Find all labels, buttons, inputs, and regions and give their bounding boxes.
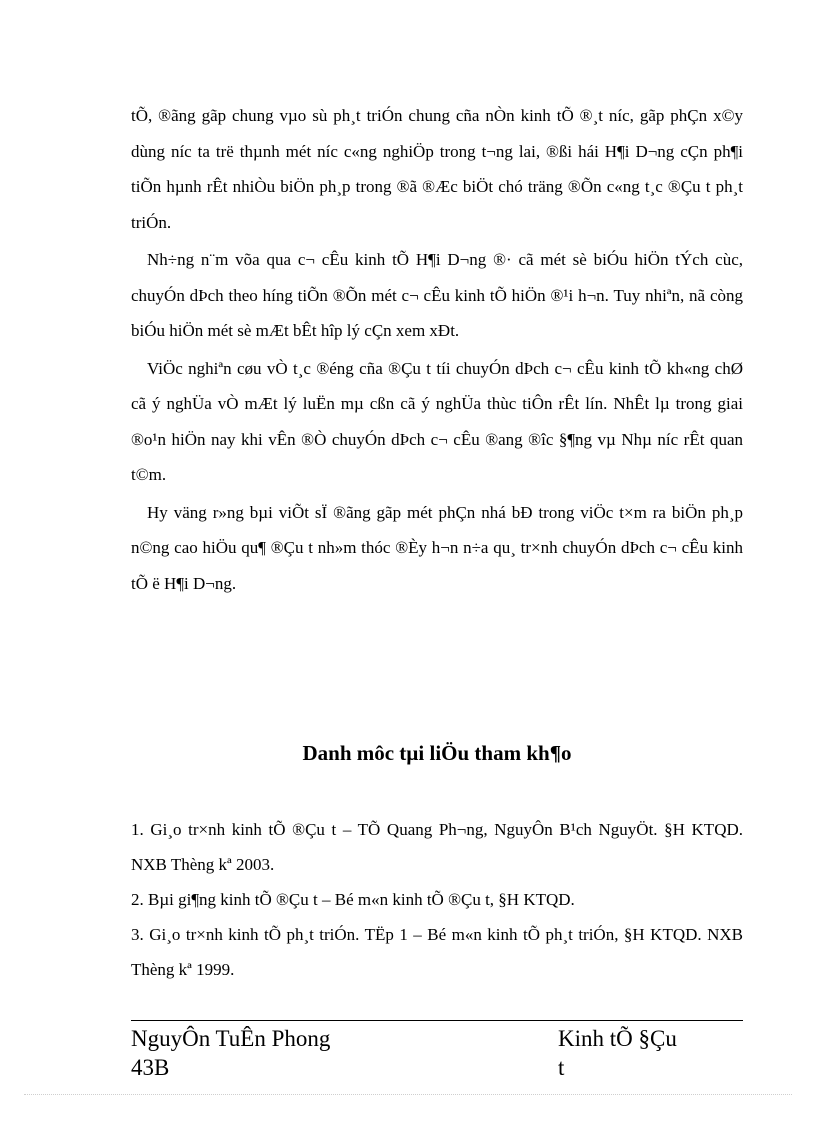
references-heading: Danh môc tµi liÖu tham kh¶o xyxy=(302,741,572,765)
paragraph: Nh÷ng n¨m võa qua c¬ cÊu kinh tÕ H¶i D¬ng ®· cã mét sè biÓu hiÖn tÝch cùc, chuyÓn dÞch theo híng tiÕn ®Õn mét c¬ cÊu kinh tÕ hiÖn ®¹i h¬n. Tuy nhiªn, nã còng biÓu hiÖn mét sè mÆt bÊt hîp lý cÇn xem xÐt. xyxy=(131,250,743,340)
reference-item: 2. Bµi gi¶ng kinh tÕ ®Çu t – Bé m«n kinh tÕ ®Çu t, §H KTQD. xyxy=(131,890,575,909)
reference-list xyxy=(131,812,743,987)
page-bottom-divider xyxy=(24,1094,792,1095)
footer-class: 43B xyxy=(131,1055,170,1080)
reference-item: 3. Gi¸o tr×nh kinh tÕ ph¸t triÓn. TËp 1 – Bé m«n kinh tÕ ph¸t triÓn, §H KTQD. NXB Thèng kª 1999. xyxy=(131,925,743,979)
footer-divider xyxy=(131,1020,743,1021)
footer-department: Kinh tÕ §Çu t xyxy=(558,1026,677,1080)
paragraph: Hy väng r»ng bµi viÕt sÏ ®ãng gãp mét phÇn nhá bÐ trong viÖc t×m ra biÖn ph¸p n©ng cao hiÖu qu¶ ®Çu t nh»m thóc ®Èy h¬n n÷a qu¸ tr×nh chuyÓn dÞch c¬ cÊu kinh tÕ ë H¶i D¬ng. xyxy=(131,502,743,593)
paragraph: tÕ, ®ãng gãp chung vµo sù ph¸t triÓn chung cña nÒn kinh tÕ ®¸t níc, gãp phÇn x©y dùng níc ta trë thµnh mét níc c«ng nghiÖp trong t¬ng lai, ®ßi hái H¶i D¬ng cÇn ph¶i tiÕn hµnh rÊt nhiÒu biÖn ph¸p trong ®ã ®Æc biÖt chó träng ®Õn c«ng t¸c ®Çu t ph¸t triÓn. xyxy=(131,106,743,232)
footer-author-block xyxy=(131,1024,330,1082)
footer-author: NguyÔn TuÊn Phong xyxy=(131,1026,331,1051)
body-text xyxy=(131,98,743,603)
paragraph: ViÖc nghiªn cøu vÒ t¸c ®éng cña ®Çu t tíi chuyÓn dÞch c¬ cÊu kinh tÕ kh«ng chØ cã ý nghÜa vÒ mÆt lý luËn mµ cßn cã ý nghÜa thùc tiÔn rÊt lín. NhÊt lµ trong giai ®o¹n hiÖn nay khi vÊn ®Ò chuyÓn dÞch c¬ cÊu ®ang ®îc §¶ng vµ Nhµ níc rÊt quan t©m. xyxy=(131,358,743,484)
reference-item: 1. Gi¸o tr×nh kinh tÕ ®Çu t – TÕ Quang Ph¬ng, NguyÔn B¹ch NguyÖt. §H KTQD. NXB Thèng kª 2003. xyxy=(131,820,743,874)
